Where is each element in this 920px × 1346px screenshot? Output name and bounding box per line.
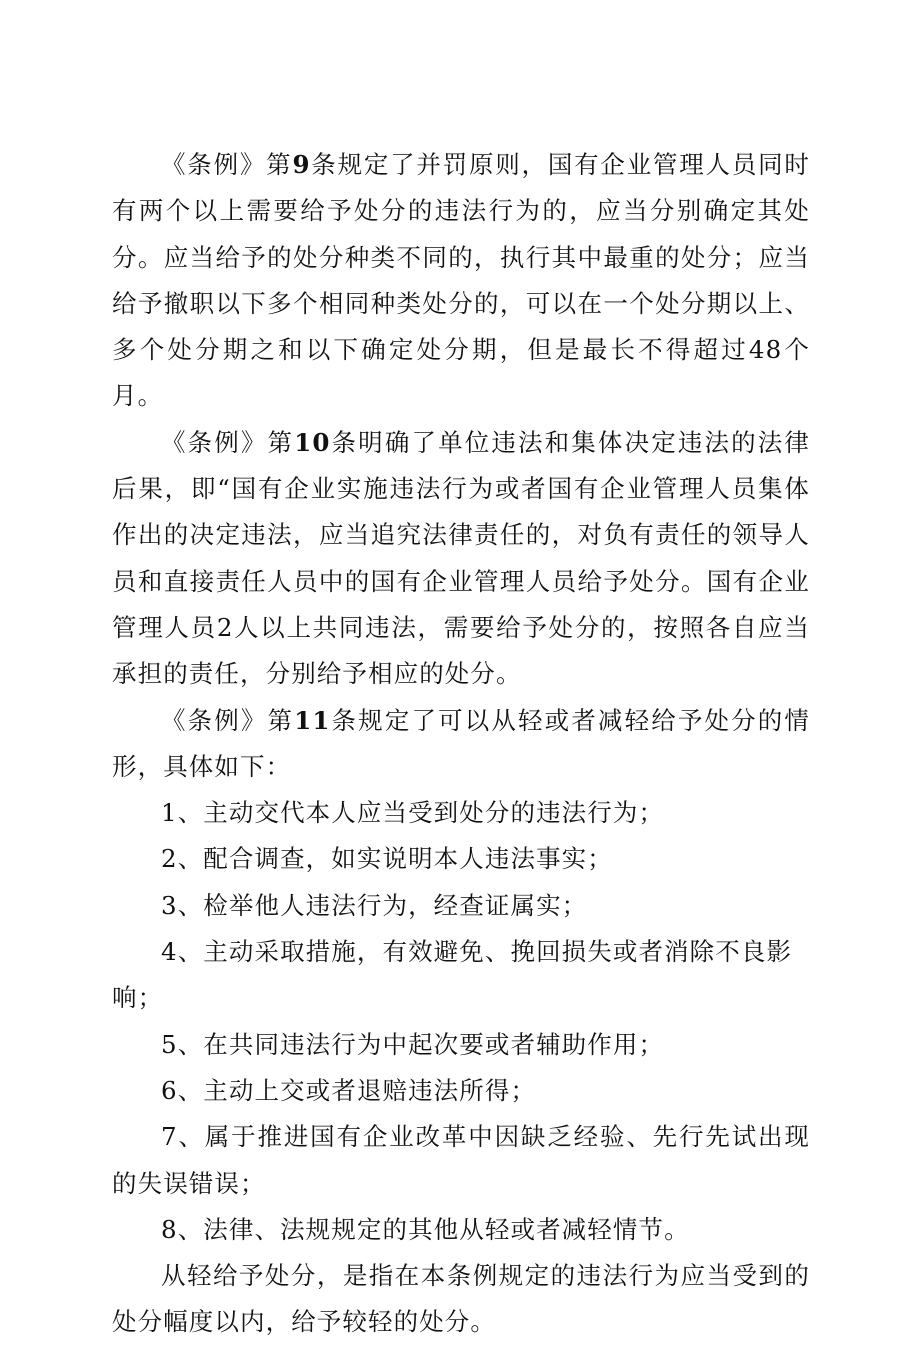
- list-item-6: 6、主动上交或者退赔违法所得；: [161, 1075, 537, 1105]
- paragraph-article-9: [112, 142, 810, 420]
- list-item-1: 1、主动交代本人应当受到处分的违法行为；: [161, 798, 665, 828]
- paragraph-article-10-prefix: 《条例》第: [161, 427, 295, 457]
- paragraph-article-11-text: 条规定了可以从轻或者减轻给予处分的情形，具体如下：: [112, 705, 810, 781]
- paragraph-article-11-prefix: 《条例》第: [161, 705, 295, 735]
- list-item-3: 3、检举他人违法行为，经查证属实；: [161, 890, 588, 920]
- list-item-8: 8、法律、法规规定的其他从轻或者减轻情节。: [161, 1214, 690, 1244]
- list-item-7: 7、属于推进国有企业改革中因缺乏经验、先行先试出现的失误错误；: [112, 1122, 810, 1198]
- paragraph-article-9-text: 条规定了并罚原则，国有企业管理人员同时有两个以上需要给予处分的违法行为的，应当分别确定其处分。应当给予的处分种类不同的，执行其中最重的处分；应当给予撤职以下多个相同种类处分的，可以在一个处分期以上、多个处分期之和以下确定处分期，但是最长不得超过48个月。: [112, 150, 811, 411]
- paragraph-article-9-prefix: 《条例》第: [161, 150, 293, 179]
- list-item-2: 2、配合调查，如实说明本人违法事实；: [161, 844, 613, 874]
- document-body: [112, 142, 810, 1346]
- paragraph-article-10: [112, 420, 810, 698]
- paragraph-lighter-punishment: 从轻给予处分，是指在本条例规定的违法行为应当受到的处分幅度以内，给予较轻的处分。: [112, 1261, 810, 1337]
- article-number-11: 11: [294, 705, 331, 735]
- paragraph-article-10-text: 条明确了单位违法和集体决定违法的法律后果，即“国有企业实施违法行为或者国有企业管理人员集体作出的决定违法，应当追究法律责任的，对负有责任的领导人员和直接责任人员中的国有企业管理人员给予处分。国有企业管理人员2人以上共同违法，需要给予处分的，按照各自应当承担的责任，分别给予相应的处分。: [112, 427, 810, 689]
- article-number-9: 9: [292, 150, 311, 179]
- paragraph-article-11: [112, 698, 810, 791]
- list-item-4: 4、主动采取措施，有效避免、挽回损失或者消除不良影响；: [112, 937, 793, 1013]
- article-number-10: 10: [294, 427, 331, 457]
- list-item-5: 5、在共同违法行为中起次要或者辅助作用；: [161, 1029, 665, 1059]
